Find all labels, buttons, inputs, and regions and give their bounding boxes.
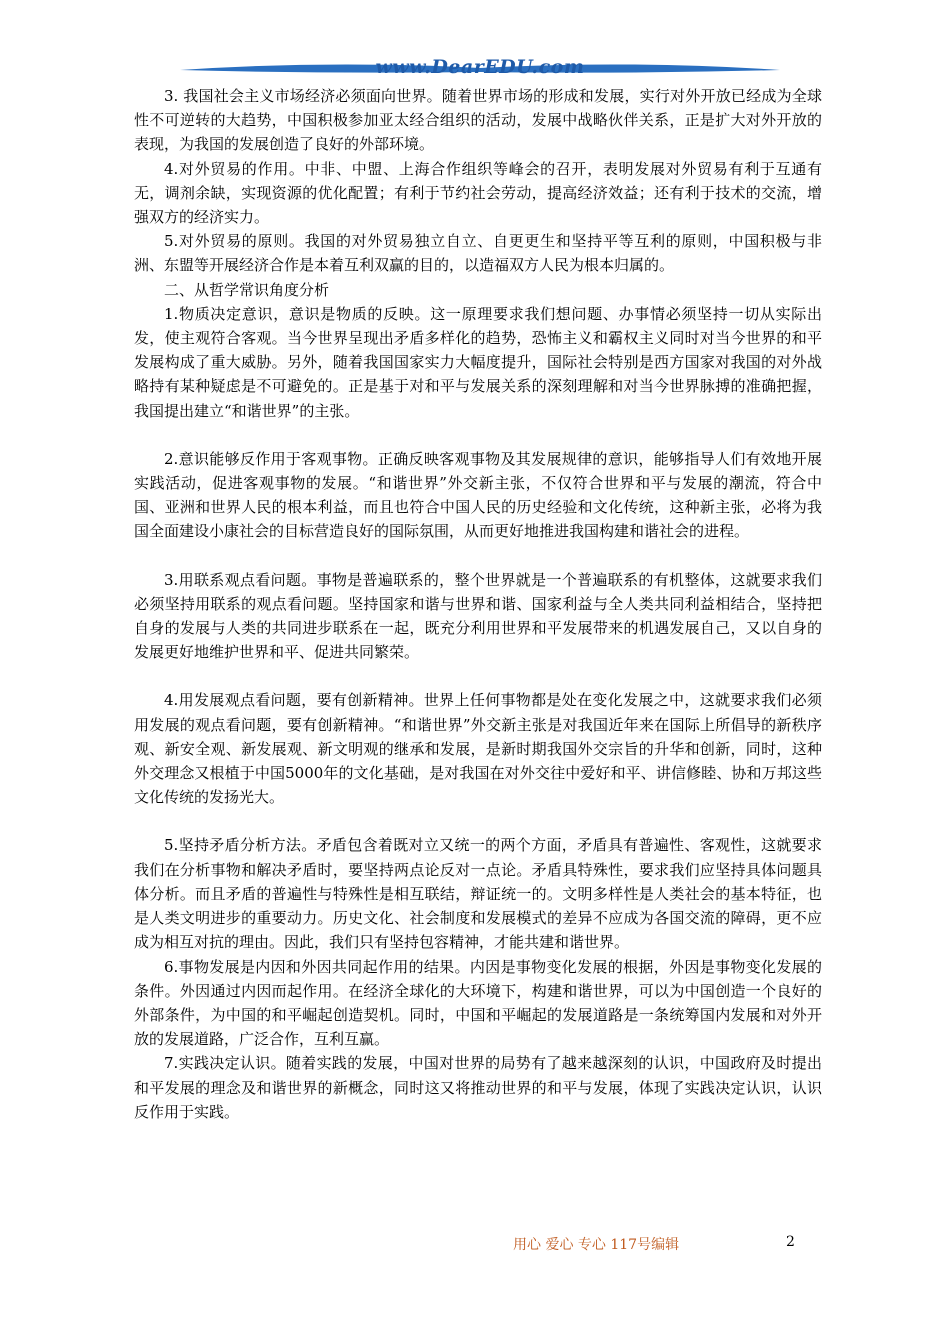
- paragraph-phil-2: 2.意识能够反作用于客观事物。正确反映客观事物及其发展规律的意识，能够指导人们有效地开展实践活动，促进客观事物的发展。“和谐世界”外交新主张，不仅符合世界和平与发展的潮流，符合中国、亚洲和世界人民的根本利益，而且也符合中国人民的历史经验和文化传统，这种新主张，必将为我国全面建设小康社会的目标营造良好的国际氛围，从而更好地推进我国构建和谐社会的进程。: [134, 449, 822, 541]
- paragraph-phil-3: 3.用联系观点看问题。事物是普遍联系的，整个世界就是一个普遍联系的有机整体，这就要求我们必须坚持用联系的观点看问题。坚持国家和谐与世界和谐、国家利益与全人类共同利益相结合，坚持把自身的发展与人类的共同进步联系在一起，既充分利用世界和平发展带来的机遇发展自己，又以自身的发展更好地维护世界和平、促进共同繁荣。: [134, 570, 822, 662]
- paragraph-phil-7: 7.实践决定认识。随着实践的发展，中国对世界的局势有了越来越深刻的认识，中国政府及时提出和平发展的理念及和谐世界的新概念，同时这又将推动世界的和平与发展，体现了实践决定认识，认识反作用于实践。: [134, 1054, 822, 1121]
- document-body: [134, 84, 822, 1124]
- paragraph-phil-5: 5.坚持矛盾分析方法。矛盾包含着既对立又统一的两个方面，矛盾具有普遍性、客观性，这就要求我们在分析事物和解决矛盾时，要坚持两点论反对一点论。矛盾具特殊性，要求我们应坚持具体问题具体分析。而且矛盾的普遍性与特殊性是相互联结，辩证统一的。文明多样性是人类社会的基本特征，也是人类文明进步的重要动力。历史文化、社会制度和发展模式的差异不应成为各国交流的障碍，更不应成为相互对抗的理由。因此，我们只有坚持包容精神，才能共建和谐世界。: [134, 836, 822, 952]
- section-heading-philosophy: 二、从哲学常识角度分析: [164, 280, 330, 299]
- page-number: 2: [786, 1234, 795, 1250]
- paragraph-econ-5: 5.对外贸易的原则。我国的对外贸易独立自立、自更更生和坚持平等互利的原则，中国积极与非洲、东盟等开展经济合作是本着互利双赢的目的，以造福双方人民为根本归属的。: [134, 232, 822, 275]
- paragraph-phil-6: 6.事物发展是内因和外因共同起作用的结果。内因是事物变化发展的根据，外因是事物变化发展的条件。外因通过内因而起作用。在经济全球化的大环境下，构建和谐世界，可以为中国创造一个良好的外部条件，为中国的和平崛起创造契机。同时，中国和平崛起的发展道路是一条统筹国内发展和对外开放的发展道路，广泛合作，互利互赢。: [134, 957, 822, 1049]
- paragraph-phil-4: 4.用发展观点看问题，要有创新精神。世界上任何事物都是处在变化发展之中，这就要求我们必须用发展的观点看问题，要有创新精神。“和谐世界”外交新主张是对我国近年来在国际上所倡导的新秩序观、新安全观、新发展观、新文明观的继承和发展，是新时期我国外交宗旨的升华和创新，同时，这种外交理念又根植于中国5000年的文化基础，是对我国在对外交往中爱好和平、讲信修睦、协和万邦这些文化传统的发扬光大。: [134, 691, 822, 807]
- footer-text: 用心 爱心 专心 117号编辑: [513, 1237, 680, 1253]
- site-brand: www.DearEDU.com: [375, 56, 585, 78]
- page-header: [180, 52, 780, 88]
- paragraph-phil-1: 1.物质决定意识，意识是物质的反映。这一原理要求我们想问题、办事情必须坚持一切从实际出发，使主观符合客观。当今世界呈现出矛盾多样化的趋势，恐怖主义和霸权主义同时对当今世界的和平发展构成了重大威胁。另外，随着我国国家实力大幅度提升，国际社会特别是西方国家对我国的对外战略持有某种疑虑是不可避免的。正是基于对和平与发展关系的深刻理解和对当今世界脉搏的准确把握，我国提出建立“和谐世界”的主张。: [134, 304, 822, 420]
- paragraph-econ-4: 4.对外贸易的作用。中非、中盟、上海合作组织等峰会的召开，表明发展对外贸易有利于互通有无，调剂余缺，实现资源的优化配置；有利于节约社会劳动，提高经济效益；还有利于技术的交流，增强双方的经济实力。: [134, 159, 822, 227]
- paragraph-econ-3: 3. 我国社会主义市场经济必须面向世界。随着世界市场的形成和发展，实行对外开放已经成为全球性不可逆转的大趋势，中国积极参加亚太经合组织的活动，发展中战略伙伴关系，正是扩大对外开放的表现，为我国的发展创造了良好的外部环境。: [134, 87, 822, 154]
